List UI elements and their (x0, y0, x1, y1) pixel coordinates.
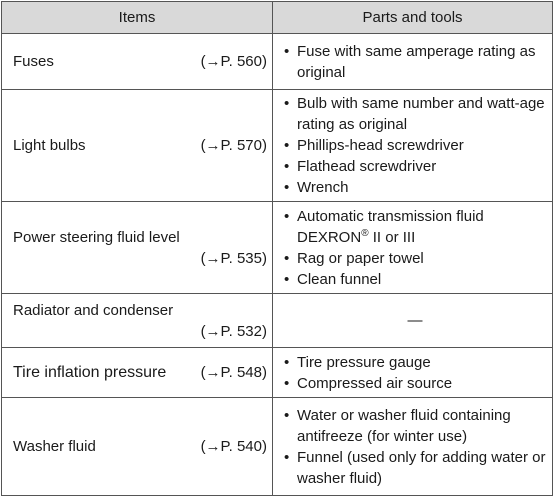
parts-cell (273, 398, 553, 496)
item-cell (2, 90, 273, 202)
table-header-row (2, 2, 553, 34)
table-row (2, 202, 553, 294)
list-item: • Phillips-head screwdriver (284, 135, 546, 156)
page-reference: (→P. 548) (200, 364, 267, 381)
table-row (2, 34, 553, 90)
maintenance-parts-table (1, 1, 553, 496)
page-reference: (→P. 535) (200, 249, 267, 267)
item-name: Tire inflation pressure (13, 364, 167, 381)
page-reference: (→P. 560) (200, 53, 267, 70)
item-name: Power steering fluid level (13, 228, 180, 246)
item-name: Fuses (13, 53, 54, 70)
list-item: • Compressed air source (284, 373, 546, 394)
list-item: • Rag or paper towel (284, 248, 546, 269)
list-item: • Flathead screwdriver (284, 156, 546, 177)
list-item: • Water or washer fluid containing antifreeze (for winter use) (284, 405, 546, 447)
table-row (2, 90, 553, 202)
table-row (2, 348, 553, 398)
page-reference: (→P. 570) (200, 137, 267, 154)
parts-cell (273, 34, 553, 90)
item-cell (2, 34, 273, 90)
parts-cell (273, 348, 553, 398)
list-item: • Tire pressure gauge (284, 352, 546, 373)
page-reference: (→P. 540) (200, 438, 267, 455)
list-item: • Clean funnel (284, 269, 546, 290)
parts-cell (273, 90, 553, 202)
item-name: Light bulbs (13, 137, 86, 154)
parts-cell (273, 202, 553, 294)
item-cell (2, 294, 273, 348)
parts-cell (273, 294, 553, 348)
item-name: Washer fluid (13, 438, 96, 455)
item-cell (2, 398, 273, 496)
table-row (2, 398, 553, 496)
page-reference: (→P. 532) (200, 322, 267, 340)
table-row (2, 294, 553, 348)
list-item: • Automatic transmission fluid DEXRON® II or III (284, 206, 546, 248)
list-item: • Funnel (used only for adding water or washer fluid) (284, 447, 546, 489)
item-cell (2, 202, 273, 294)
list-item: • Bulb with same number and watt-age rating as original (284, 93, 546, 135)
item-name: Radiator and condenser (13, 301, 174, 319)
column-header-parts: Parts and tools (273, 2, 553, 34)
no-parts-dash: — (407, 312, 423, 329)
column-header-items: Items (2, 2, 273, 34)
list-item: • Wrench (284, 177, 546, 198)
list-item: • Fuse with same amperage rating as original (284, 41, 546, 83)
item-cell (2, 348, 273, 398)
